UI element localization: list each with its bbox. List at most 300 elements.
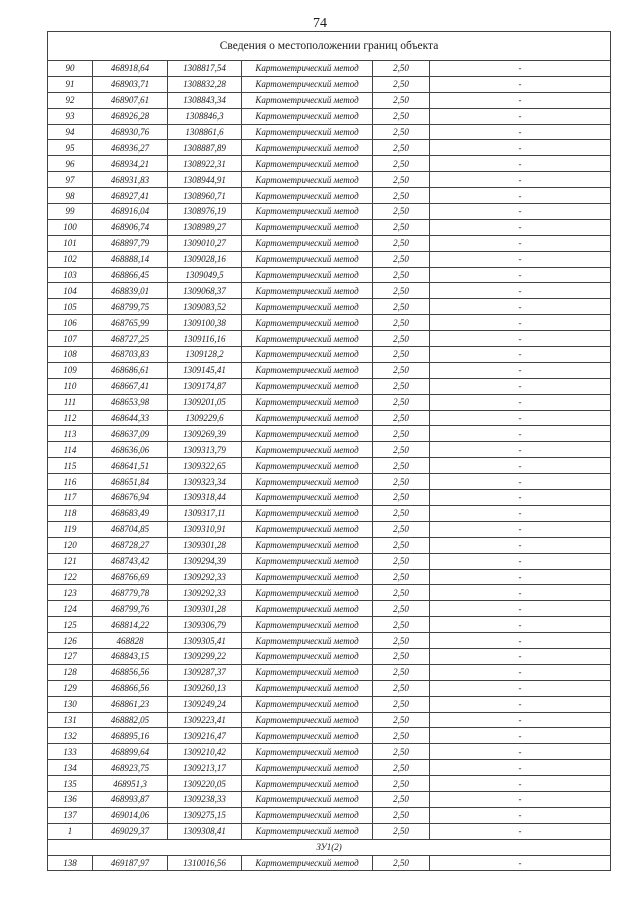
point-number-cell: 129 — [48, 680, 93, 696]
table-row — [48, 219, 611, 235]
method-cell: Картометрический метод — [242, 776, 373, 792]
y-coordinate-cell: 1308944,91 — [168, 172, 242, 188]
method-cell: Картометрический метод — [242, 140, 373, 156]
point-number-cell: 96 — [48, 156, 93, 172]
table-row — [48, 728, 611, 744]
table-row — [48, 347, 611, 363]
accuracy-cell: 2,50 — [373, 744, 430, 760]
description-cell: - — [430, 426, 611, 442]
accuracy-cell: 2,50 — [373, 680, 430, 696]
method-cell: Картометрический метод — [242, 855, 373, 871]
method-cell: Картометрический метод — [242, 617, 373, 633]
accuracy-cell: 2,50 — [373, 331, 430, 347]
y-coordinate-cell: 1309049,5 — [168, 267, 242, 283]
accuracy-cell: 2,50 — [373, 172, 430, 188]
method-cell: Картометрический метод — [242, 791, 373, 807]
y-coordinate-cell: 1309275,15 — [168, 807, 242, 823]
point-number-cell: 128 — [48, 664, 93, 680]
description-cell: - — [430, 458, 611, 474]
method-cell: Картометрический метод — [242, 553, 373, 569]
point-number-cell: 112 — [48, 410, 93, 426]
y-coordinate-cell: 1308832,28 — [168, 76, 242, 92]
y-coordinate-cell: 1309229,6 — [168, 410, 242, 426]
point-number-cell: 108 — [48, 347, 93, 363]
point-number-cell: 104 — [48, 283, 93, 299]
y-coordinate-cell: 1309292,33 — [168, 585, 242, 601]
point-number-cell: 114 — [48, 442, 93, 458]
table-row — [48, 140, 611, 156]
accuracy-cell: 2,50 — [373, 140, 430, 156]
accuracy-cell: 2,50 — [373, 156, 430, 172]
y-coordinate-cell: 1309287,37 — [168, 664, 242, 680]
table-row — [48, 823, 611, 839]
point-number-cell: 136 — [48, 791, 93, 807]
table-title: Сведения о местоположении границ объекта — [48, 32, 611, 61]
y-coordinate-cell: 1309306,79 — [168, 617, 242, 633]
accuracy-cell: 2,50 — [373, 362, 430, 378]
y-coordinate-cell: 1309100,38 — [168, 315, 242, 331]
accuracy-cell: 2,50 — [373, 76, 430, 92]
table-row — [48, 633, 611, 649]
x-coordinate-cell: 468866,45 — [93, 267, 168, 283]
accuracy-cell: 2,50 — [373, 204, 430, 220]
description-cell: - — [430, 362, 611, 378]
table-row — [48, 807, 611, 823]
point-number-cell: 127 — [48, 648, 93, 664]
table-row — [48, 283, 611, 299]
point-number-cell: 137 — [48, 807, 93, 823]
description-cell: - — [430, 791, 611, 807]
accuracy-cell: 2,50 — [373, 442, 430, 458]
description-cell: - — [430, 378, 611, 394]
point-number-cell: 92 — [48, 92, 93, 108]
description-cell: - — [430, 410, 611, 426]
description-cell: - — [430, 617, 611, 633]
accuracy-cell: 2,50 — [373, 92, 430, 108]
point-number-cell: 132 — [48, 728, 93, 744]
accuracy-cell: 2,50 — [373, 299, 430, 315]
point-number-cell: 123 — [48, 585, 93, 601]
y-coordinate-cell: 1309128,2 — [168, 347, 242, 363]
method-cell: Картометрический метод — [242, 633, 373, 649]
accuracy-cell: 2,50 — [373, 585, 430, 601]
y-coordinate-cell: 1308960,71 — [168, 188, 242, 204]
description-cell: - — [430, 204, 611, 220]
x-coordinate-cell: 468667,41 — [93, 378, 168, 394]
accuracy-cell: 2,50 — [373, 807, 430, 823]
table-row — [48, 617, 611, 633]
point-number-cell: 97 — [48, 172, 93, 188]
accuracy-cell: 2,50 — [373, 283, 430, 299]
description-cell: - — [430, 648, 611, 664]
point-number-cell: 90 — [48, 61, 93, 77]
description-cell: - — [430, 728, 611, 744]
section-row — [48, 839, 611, 855]
accuracy-cell: 2,50 — [373, 410, 430, 426]
table-row — [48, 188, 611, 204]
description-cell: - — [430, 251, 611, 267]
table-row — [48, 426, 611, 442]
x-coordinate-cell: 468765,99 — [93, 315, 168, 331]
y-coordinate-cell: 1309220,05 — [168, 776, 242, 792]
page-number: 74 — [313, 16, 327, 31]
y-coordinate-cell: 1308922,31 — [168, 156, 242, 172]
point-number-cell: 94 — [48, 124, 93, 140]
point-number-cell: 107 — [48, 331, 93, 347]
description-cell: - — [430, 347, 611, 363]
y-coordinate-cell: 1309317,11 — [168, 505, 242, 521]
method-cell: Картометрический метод — [242, 378, 373, 394]
method-cell: Картометрический метод — [242, 61, 373, 77]
point-number-cell: 118 — [48, 505, 93, 521]
description-cell: - — [430, 108, 611, 124]
point-number-cell: 121 — [48, 553, 93, 569]
accuracy-cell: 2,50 — [373, 251, 430, 267]
point-number-cell: 133 — [48, 744, 93, 760]
table-row — [48, 537, 611, 553]
method-cell: Картометрический метод — [242, 442, 373, 458]
point-number-cell: 126 — [48, 633, 93, 649]
x-coordinate-cell: 468703,83 — [93, 347, 168, 363]
accuracy-cell: 2,50 — [373, 648, 430, 664]
y-coordinate-cell: 1309318,44 — [168, 490, 242, 506]
method-cell: Картометрический метод — [242, 569, 373, 585]
description-cell: - — [430, 124, 611, 140]
x-coordinate-cell: 468641,51 — [93, 458, 168, 474]
method-cell: Картометрический метод — [242, 219, 373, 235]
y-coordinate-cell: 1309068,37 — [168, 283, 242, 299]
method-cell: Картометрический метод — [242, 315, 373, 331]
x-coordinate-cell: 468843,15 — [93, 648, 168, 664]
x-coordinate-cell: 468906,74 — [93, 219, 168, 235]
x-coordinate-cell: 468903,71 — [93, 76, 168, 92]
method-cell: Картометрический метод — [242, 172, 373, 188]
accuracy-cell: 2,50 — [373, 601, 430, 617]
description-cell: - — [430, 331, 611, 347]
point-number-cell: 109 — [48, 362, 93, 378]
y-coordinate-cell: 1309216,47 — [168, 728, 242, 744]
method-cell: Картометрический метод — [242, 585, 373, 601]
y-coordinate-cell: 1309301,28 — [168, 537, 242, 553]
table-row — [48, 712, 611, 728]
description-cell: - — [430, 188, 611, 204]
method-cell: Картометрический метод — [242, 124, 373, 140]
table-row — [48, 235, 611, 251]
description-cell: - — [430, 807, 611, 823]
y-coordinate-cell: 1309308,41 — [168, 823, 242, 839]
table-row — [48, 299, 611, 315]
point-number-cell: 111 — [48, 394, 93, 410]
description-cell: - — [430, 537, 611, 553]
accuracy-cell: 2,50 — [373, 696, 430, 712]
table-row — [48, 108, 611, 124]
x-coordinate-cell: 468861,23 — [93, 696, 168, 712]
table-row — [48, 331, 611, 347]
table-row — [48, 490, 611, 506]
method-cell: Картометрический метод — [242, 108, 373, 124]
table-row — [48, 696, 611, 712]
y-coordinate-cell: 1309323,34 — [168, 474, 242, 490]
description-cell: - — [430, 823, 611, 839]
method-cell: Картометрический метод — [242, 458, 373, 474]
method-cell: Картометрический метод — [242, 251, 373, 267]
y-coordinate-cell: 1308989,27 — [168, 219, 242, 235]
x-coordinate-cell: 468704,85 — [93, 521, 168, 537]
table-row — [48, 855, 611, 871]
point-number-cell: 135 — [48, 776, 93, 792]
method-cell: Картометрический метод — [242, 712, 373, 728]
method-cell: Картометрический метод — [242, 347, 373, 363]
description-cell: - — [430, 760, 611, 776]
accuracy-cell: 2,50 — [373, 505, 430, 521]
y-coordinate-cell: 1309210,42 — [168, 744, 242, 760]
point-number-cell: 95 — [48, 140, 93, 156]
method-cell: Картометрический метод — [242, 267, 373, 283]
method-cell: Картометрический метод — [242, 92, 373, 108]
accuracy-cell: 2,50 — [373, 235, 430, 251]
y-coordinate-cell: 1309260,13 — [168, 680, 242, 696]
accuracy-cell: 2,50 — [373, 553, 430, 569]
description-cell: - — [430, 855, 611, 871]
point-number-cell: 102 — [48, 251, 93, 267]
accuracy-cell: 2,50 — [373, 347, 430, 363]
table-row — [48, 61, 611, 77]
y-coordinate-cell: 1309322,65 — [168, 458, 242, 474]
y-coordinate-cell: 1309305,41 — [168, 633, 242, 649]
y-coordinate-cell: 1308846,3 — [168, 108, 242, 124]
method-cell: Картометрический метод — [242, 648, 373, 664]
x-coordinate-cell: 468895,16 — [93, 728, 168, 744]
method-cell: Картометрический метод — [242, 537, 373, 553]
x-coordinate-cell: 468676,94 — [93, 490, 168, 506]
method-cell: Картометрический метод — [242, 156, 373, 172]
x-coordinate-cell: 468727,25 — [93, 331, 168, 347]
table-row — [48, 505, 611, 521]
method-cell: Картометрический метод — [242, 807, 373, 823]
table-row — [48, 458, 611, 474]
y-coordinate-cell: 1309145,41 — [168, 362, 242, 378]
point-number-cell: 120 — [48, 537, 93, 553]
accuracy-cell: 2,50 — [373, 760, 430, 776]
point-number-cell: 125 — [48, 617, 93, 633]
point-number-cell: 124 — [48, 601, 93, 617]
table-row — [48, 362, 611, 378]
accuracy-cell: 2,50 — [373, 617, 430, 633]
method-cell: Картометрический метод — [242, 680, 373, 696]
description-cell: - — [430, 283, 611, 299]
y-coordinate-cell: 1309213,17 — [168, 760, 242, 776]
method-cell: Картометрический метод — [242, 823, 373, 839]
point-number-cell: 98 — [48, 188, 93, 204]
x-coordinate-cell: 468839,01 — [93, 283, 168, 299]
description-cell: - — [430, 315, 611, 331]
accuracy-cell: 2,50 — [373, 855, 430, 871]
y-coordinate-cell: 1309223,41 — [168, 712, 242, 728]
method-cell: Картометрический метод — [242, 204, 373, 220]
x-coordinate-cell: 468683,49 — [93, 505, 168, 521]
table-row — [48, 76, 611, 92]
x-coordinate-cell: 468931,83 — [93, 172, 168, 188]
method-cell: Картометрический метод — [242, 490, 373, 506]
method-cell: Картометрический метод — [242, 664, 373, 680]
accuracy-cell: 2,50 — [373, 474, 430, 490]
method-cell: Картометрический метод — [242, 235, 373, 251]
method-cell: Картометрический метод — [242, 601, 373, 617]
point-number-cell: 117 — [48, 490, 93, 506]
x-coordinate-cell: 468799,76 — [93, 601, 168, 617]
description-cell: - — [430, 156, 611, 172]
x-coordinate-cell: 468766,69 — [93, 569, 168, 585]
table-row — [48, 204, 611, 220]
table-row — [48, 410, 611, 426]
accuracy-cell: 2,50 — [373, 569, 430, 585]
y-coordinate-cell: 1309294,39 — [168, 553, 242, 569]
point-number-cell: 103 — [48, 267, 93, 283]
x-coordinate-cell: 468856,56 — [93, 664, 168, 680]
accuracy-cell: 2,50 — [373, 124, 430, 140]
table-row — [48, 172, 611, 188]
x-coordinate-cell: 468636,06 — [93, 442, 168, 458]
description-cell: - — [430, 776, 611, 792]
x-coordinate-cell: 468653,98 — [93, 394, 168, 410]
point-number-cell: 122 — [48, 569, 93, 585]
y-coordinate-cell: 1309299,22 — [168, 648, 242, 664]
description-cell: - — [430, 299, 611, 315]
y-coordinate-cell: 1308976,19 — [168, 204, 242, 220]
method-cell: Картометрический метод — [242, 744, 373, 760]
accuracy-cell: 2,50 — [373, 776, 430, 792]
point-number-cell: 106 — [48, 315, 93, 331]
y-coordinate-cell: 1309249,24 — [168, 696, 242, 712]
x-coordinate-cell: 468686,61 — [93, 362, 168, 378]
point-number-cell: 131 — [48, 712, 93, 728]
x-coordinate-cell: 468927,41 — [93, 188, 168, 204]
description-cell: - — [430, 680, 611, 696]
x-coordinate-cell: 468637,09 — [93, 426, 168, 442]
description-cell: - — [430, 172, 611, 188]
x-coordinate-cell: 468936,27 — [93, 140, 168, 156]
description-cell: - — [430, 219, 611, 235]
x-coordinate-cell: 468934,21 — [93, 156, 168, 172]
accuracy-cell: 2,50 — [373, 490, 430, 506]
y-coordinate-cell: 1309116,16 — [168, 331, 242, 347]
point-number-cell: 138 — [48, 855, 93, 871]
method-cell: Картометрический метод — [242, 728, 373, 744]
table-row — [48, 251, 611, 267]
accuracy-cell: 2,50 — [373, 823, 430, 839]
y-coordinate-cell: 1310016,56 — [168, 855, 242, 871]
y-coordinate-cell: 1309083,52 — [168, 299, 242, 315]
x-coordinate-cell: 468916,04 — [93, 204, 168, 220]
description-cell: - — [430, 505, 611, 521]
table-row — [48, 315, 611, 331]
x-coordinate-cell: 468828 — [93, 633, 168, 649]
x-coordinate-cell: 468799,75 — [93, 299, 168, 315]
table-row — [48, 521, 611, 537]
y-coordinate-cell: 1308843,34 — [168, 92, 242, 108]
accuracy-cell: 2,50 — [373, 664, 430, 680]
method-cell: Картометрический метод — [242, 299, 373, 315]
y-coordinate-cell: 1309028,16 — [168, 251, 242, 267]
description-cell: - — [430, 235, 611, 251]
point-number-cell: 115 — [48, 458, 93, 474]
y-coordinate-cell: 1309301,28 — [168, 601, 242, 617]
method-cell: Картометрический метод — [242, 283, 373, 299]
method-cell: Картометрический метод — [242, 474, 373, 490]
x-coordinate-cell: 468926,28 — [93, 108, 168, 124]
x-coordinate-cell: 468918,64 — [93, 61, 168, 77]
x-coordinate-cell: 468930,76 — [93, 124, 168, 140]
table-row — [48, 648, 611, 664]
y-coordinate-cell: 1309292,33 — [168, 569, 242, 585]
table-row — [48, 378, 611, 394]
point-number-cell: 113 — [48, 426, 93, 442]
accuracy-cell: 2,50 — [373, 394, 430, 410]
point-number-cell: 130 — [48, 696, 93, 712]
table-title-row — [48, 32, 611, 61]
method-cell: Картометрический метод — [242, 760, 373, 776]
x-coordinate-cell: 468899,64 — [93, 744, 168, 760]
method-cell: Картометрический метод — [242, 696, 373, 712]
method-cell: Картометрический метод — [242, 362, 373, 378]
description-cell: - — [430, 585, 611, 601]
y-coordinate-cell: 1308887,89 — [168, 140, 242, 156]
method-cell: Картометрический метод — [242, 410, 373, 426]
x-coordinate-cell: 468951,3 — [93, 776, 168, 792]
x-coordinate-cell: 468814,22 — [93, 617, 168, 633]
table-row — [48, 601, 611, 617]
method-cell: Картометрический метод — [242, 394, 373, 410]
accuracy-cell: 2,50 — [373, 791, 430, 807]
boundary-coordinates-table — [47, 31, 611, 871]
table-row — [48, 394, 611, 410]
method-cell: Картометрический метод — [242, 76, 373, 92]
x-coordinate-cell: 469029,37 — [93, 823, 168, 839]
table-row — [48, 442, 611, 458]
accuracy-cell: 2,50 — [373, 108, 430, 124]
point-number-cell: 93 — [48, 108, 93, 124]
accuracy-cell: 2,50 — [373, 315, 430, 331]
table-row — [48, 664, 611, 680]
accuracy-cell: 2,50 — [373, 712, 430, 728]
method-cell: Картометрический метод — [242, 521, 373, 537]
description-cell: - — [430, 394, 611, 410]
description-cell: - — [430, 76, 611, 92]
table-row — [48, 156, 611, 172]
table-row — [48, 585, 611, 601]
x-coordinate-cell: 468779,78 — [93, 585, 168, 601]
description-cell: - — [430, 569, 611, 585]
table-row — [48, 776, 611, 792]
table-row — [48, 267, 611, 283]
x-coordinate-cell: 468923,75 — [93, 760, 168, 776]
point-number-cell: 134 — [48, 760, 93, 776]
point-number-cell: 116 — [48, 474, 93, 490]
description-cell: - — [430, 140, 611, 156]
accuracy-cell: 2,50 — [373, 61, 430, 77]
table-row — [48, 92, 611, 108]
point-number-cell: 101 — [48, 235, 93, 251]
point-number-cell: 119 — [48, 521, 93, 537]
method-cell: Картометрический метод — [242, 188, 373, 204]
y-coordinate-cell: 1309238,33 — [168, 791, 242, 807]
x-coordinate-cell: 468743,42 — [93, 553, 168, 569]
x-coordinate-cell: 468728,27 — [93, 537, 168, 553]
y-coordinate-cell: 1309269,39 — [168, 426, 242, 442]
accuracy-cell: 2,50 — [373, 537, 430, 553]
description-cell: - — [430, 712, 611, 728]
x-coordinate-cell: 469187,97 — [93, 855, 168, 871]
